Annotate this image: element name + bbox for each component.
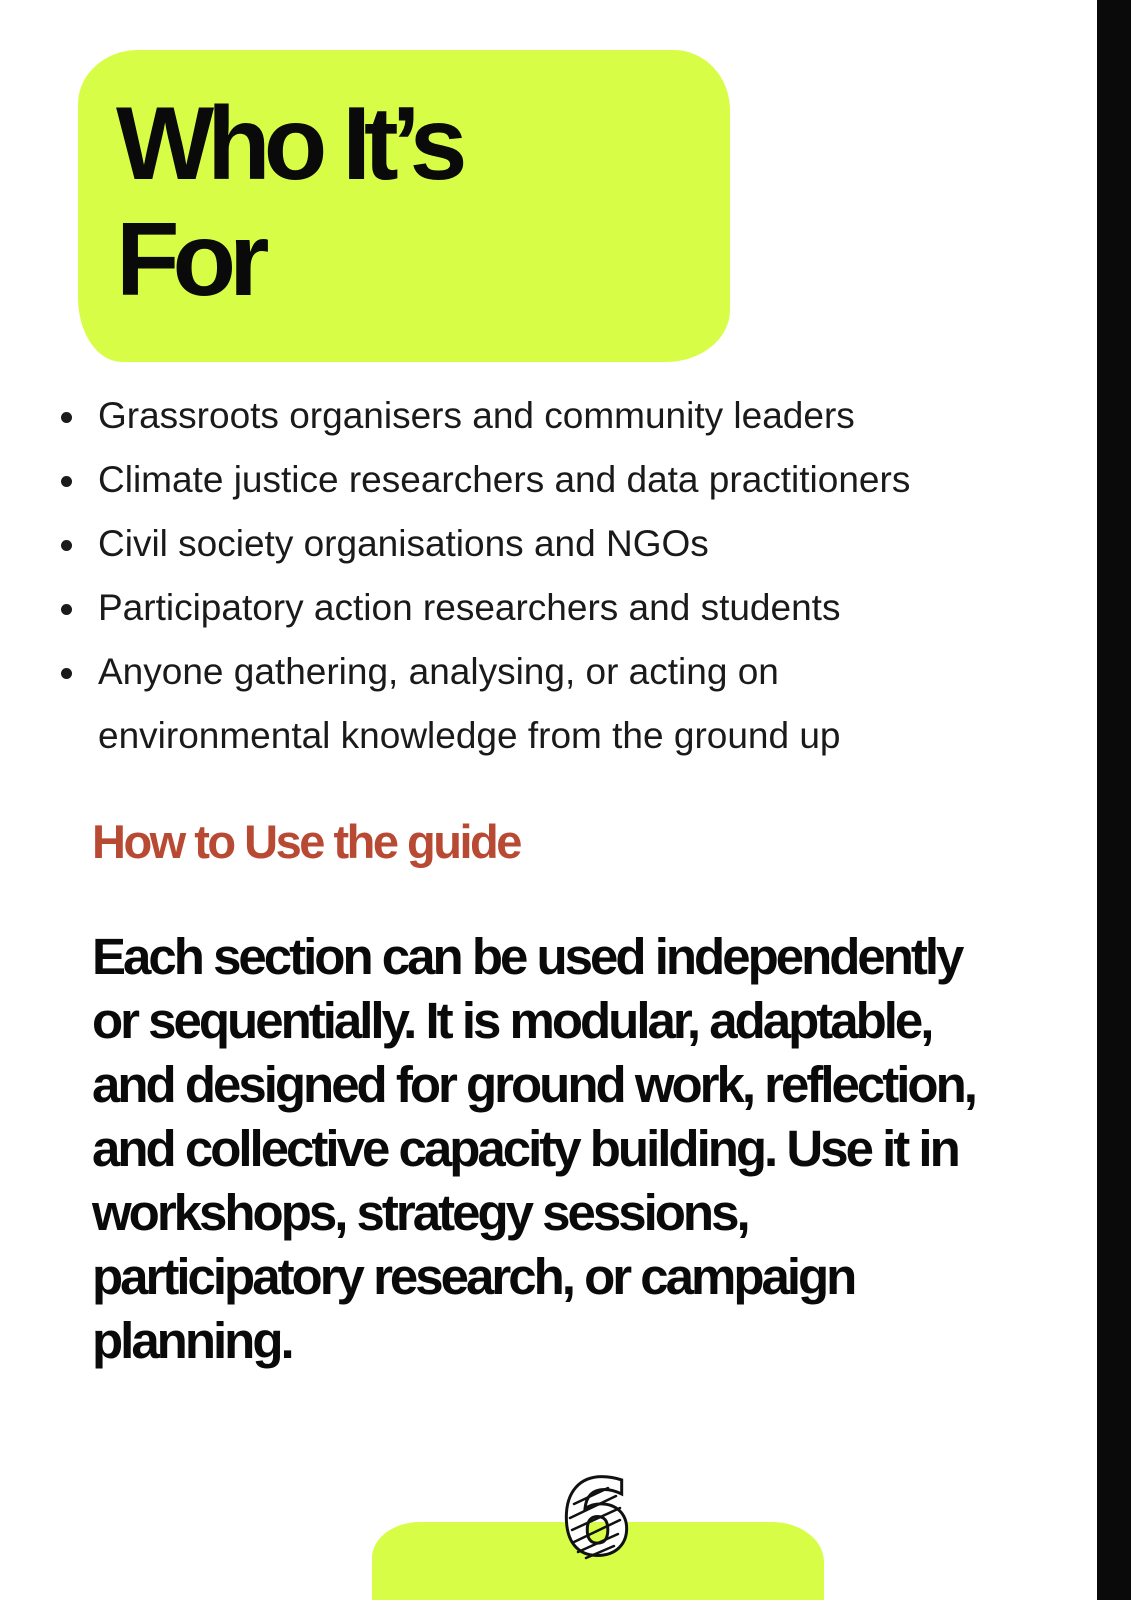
body-line: workshops, strategy sessions, — [92, 1184, 748, 1241]
audience-list-item — [58, 512, 1058, 576]
body-paragraph — [92, 925, 1072, 1373]
page-title — [116, 86, 461, 318]
title-line-1: Who It’s — [116, 86, 461, 202]
title-line-2: For — [116, 202, 263, 318]
audience-list-item — [58, 384, 1058, 448]
bullet-icon — [61, 476, 72, 487]
bullet-icon — [61, 668, 72, 679]
scan-edge-strip — [1097, 0, 1131, 1600]
body-line: planning. — [92, 1312, 292, 1369]
body-line: or sequentially. It is modular, adaptable, — [92, 992, 932, 1049]
audience-item-text: Civil society organisations and NGOs — [98, 523, 709, 564]
audience-item-text: Participatory action researchers and students — [98, 587, 841, 628]
bullet-icon — [61, 540, 72, 551]
audience-list — [58, 384, 1058, 768]
body-line: Each section can be used independently — [92, 928, 962, 985]
body-line: and collective capacity building. Use it in — [92, 1120, 958, 1177]
body-line: participatory research, or campaign — [92, 1248, 855, 1305]
audience-list-item — [58, 640, 978, 768]
audience-list-item — [58, 576, 1058, 640]
audience-item-text: Climate justice researchers and data practitioners — [98, 459, 911, 500]
audience-item-text: Grassroots organisers and community leaders — [98, 395, 855, 436]
bullet-icon — [61, 412, 72, 423]
bullet-icon — [61, 604, 72, 615]
audience-list-item — [58, 448, 1058, 512]
body-line: and designed for ground work, reflection, — [92, 1056, 975, 1113]
audience-item-text: Anyone gathering, analysing, or acting on environmental knowledge from the ground up — [98, 651, 841, 756]
section-subheading: How to Use the guide — [92, 815, 520, 868]
page-number: 6 — [559, 1457, 633, 1579]
